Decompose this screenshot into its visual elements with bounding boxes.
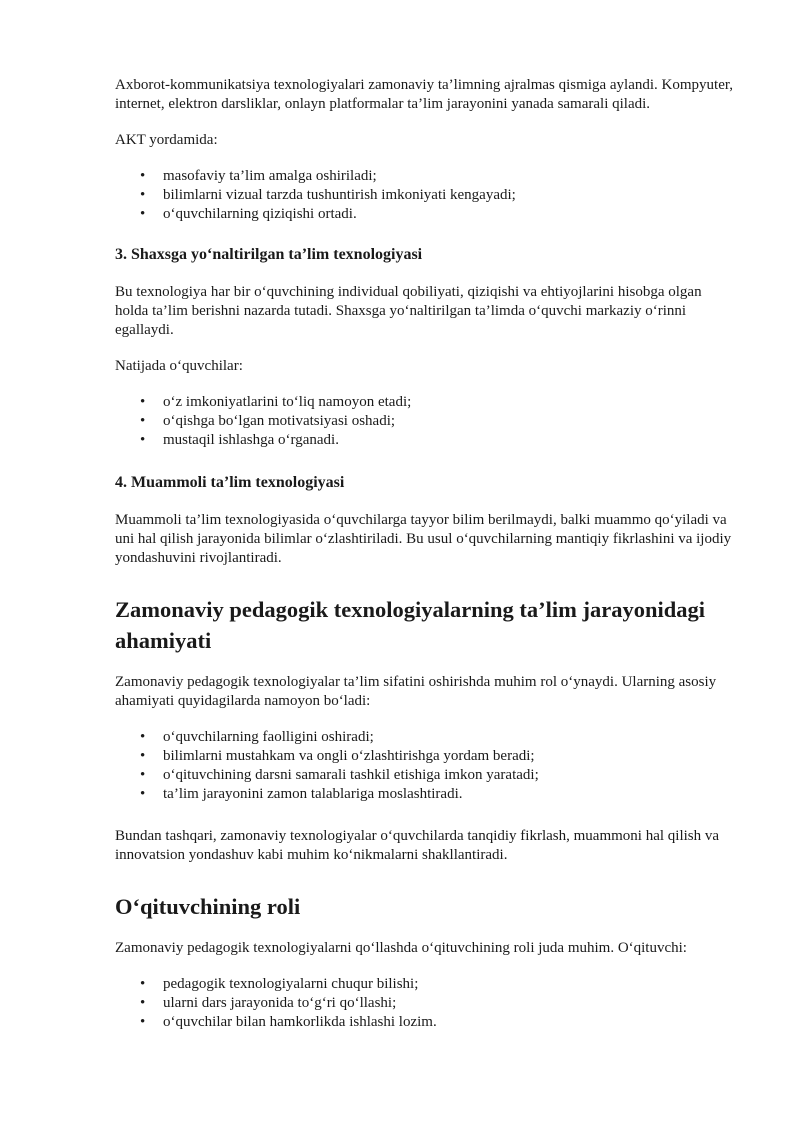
list-item: • pedagogik texnologiyalarni chuqur bilishi; (140, 976, 419, 992)
section3-results-list (115, 393, 735, 450)
section3-paragraph: Bu texnologiya har bir o‘quvchining individual qobiliyati, qiziqishi va ehtiyojlarini hisobga olgan holda ta’lim berishni nazarda tutadi. Shaxsga yo‘naltirilgan ta’limda o‘quvchi markaziy o‘rinni egallaydi. (115, 284, 702, 338)
list-item: • mustaqil ishlashga o‘rganadi. (140, 432, 339, 448)
list-item: • ularni dars jarayonida to‘g‘ri qo‘llashi; (140, 995, 397, 1011)
bullet-icon: • (140, 168, 146, 184)
bullet-icon: • (140, 786, 146, 802)
importance-paragraph: Zamonaviy pedagogik texnologiyalar ta’lim sifatini oshirishda muhim rol o‘ynaydi. Ularning asosiy ahamiyati quyidagilarda namoyon bo‘ladi: (115, 674, 717, 709)
importance-closing-paragraph: Bundan tashqari, zamonaviy texnologiyalar o‘quvchilarda tanqidiy fikrlash, muammoni hal qilish va innovatsion yondashuv kabi muhim ko‘nikmalarni shakllantiradi. (115, 828, 720, 863)
teacher-list (115, 975, 735, 1032)
teacher-paragraph: Zamonaviy pedagogik texnologiyalarni qo‘llashda o‘qituvchining roli juda muhim. O‘qituvchi: (115, 940, 687, 956)
list-item: • o‘quvchilar bilan hamkorlikda ishlashi lozim. (140, 1014, 437, 1030)
bullet-icon: • (140, 729, 146, 745)
akt-lead-paragraph: AKT yordamida: (115, 132, 218, 148)
section4-heading: 4. Muammoli ta’lim texnologiyasi (115, 474, 345, 491)
bullet-icon: • (140, 767, 146, 783)
bullet-icon: • (140, 748, 146, 764)
bullet-icon: • (140, 187, 146, 203)
bullet-icon: • (140, 432, 146, 448)
bullet-icon: • (140, 976, 146, 992)
list-item: • bilimlarni mustahkam va ongli o‘zlashtirishga yordam beradi; (140, 748, 535, 764)
list-item: • ta’lim jarayonini zamon talablariga moslashtiradi. (140, 786, 463, 802)
teacher-heading: O‘qituvchining roli (115, 894, 301, 919)
list-item: • o‘z imkoniyatlarini to‘liq namoyon etadi; (140, 394, 412, 410)
bullet-icon: • (140, 995, 146, 1011)
akt-benefits-list (115, 167, 735, 224)
intro-paragraph: Axborot-kommunikatsiya texnologiyalari zamonaviy ta’limning ajralmas qismiga aylandi. Kompyuter, internet, elektron darsliklar, onlayn platformalar ta’lim jarayonini yanada samarali qiladi. (115, 77, 734, 112)
document-page (115, 76, 735, 1055)
list-item: • o‘quvchilarning qiziqishi ortadi. (140, 206, 357, 222)
section3-lead-paragraph: Natijada o‘quvchilar: (115, 358, 243, 374)
importance-heading: Zamonaviy pedagogik texnologiyalarning ta’lim jarayonidagi ahamiyati (115, 597, 706, 653)
bullet-icon: • (140, 1014, 146, 1030)
list-item: • masofaviy ta’lim amalga oshiriladi; (140, 168, 377, 184)
section3-heading: 3. Shaxsga yo‘naltirilgan ta’lim texnologiyasi (115, 246, 423, 263)
list-item: • bilimlarni vizual tarzda tushuntirish imkoniyati kengayadi; (140, 187, 516, 203)
list-item: • o‘qituvchining darsni samarali tashkil etishiga imkon yaratadi; (140, 767, 539, 783)
bullet-icon: • (140, 413, 146, 429)
importance-list (115, 728, 735, 804)
bullet-icon: • (140, 394, 146, 410)
section4-paragraph: Muammoli ta’lim texnologiyasida o‘quvchilarga tayyor bilim berilmaydi, balki muammo qo‘yiladi va uni hal qilish jarayonida bilimlar o‘zlashtiriladi. Bu usul o‘quvchilarning mantiqiy fikrlashini va ijodiy yondashuvini rivojlantiradi. (115, 512, 732, 566)
list-item: • o‘qishga bo‘lgan motivatsiyasi oshadi; (140, 413, 396, 429)
bullet-icon: • (140, 206, 146, 222)
list-item: • o‘quvchilarning faolligini oshiradi; (140, 729, 374, 745)
